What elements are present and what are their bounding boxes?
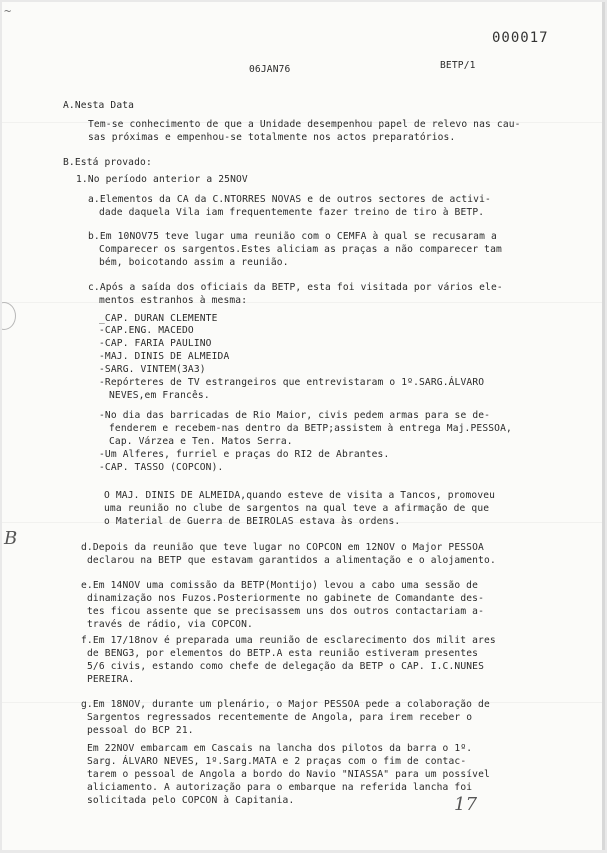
item-g-line: tarem o pessoal de Angola a bordo do Navio "NIASSA" para um possível xyxy=(87,769,490,780)
item-g-line: solicitada pelo COPCON à Capitania. xyxy=(87,795,295,806)
event-line: fenderem e recebem-nas dentro da BETP;assistem à entrega Maj.PESSOA, xyxy=(109,423,512,434)
paragraph-line: sas próximas e empenhou-se totalmente nos actos preparatórios. xyxy=(88,132,456,143)
item-g-line: pessoal do BCP 21. xyxy=(87,725,194,736)
item-e-line: tes ficou assente que se precisassem uns dos outros contactariam a- xyxy=(87,606,485,617)
event-line: -Um Alferes, furriel e praças do RI2 de Abrantes. xyxy=(99,449,390,460)
visitor-list-item: -Repórteres de TV estrangeiros que entrevistaram o 1º.SARG.ÁLVARO xyxy=(99,377,485,388)
document-number: 000017 xyxy=(492,30,549,46)
item-c-line: mentos estranhos à mesma: xyxy=(99,295,248,306)
event-line: Cap. Várzea e Ten. Matos Serra. xyxy=(109,436,293,447)
note-line: uma reunião no clube de sargentos na qual teve a afirmação de que xyxy=(104,503,490,514)
item-g-line: Sargentos regressados recentemente de Angola, para irem receber o xyxy=(87,712,473,723)
note-line: O MAJ. DINIS DE ALMEIDA,quando esteve de visita a Tancos, promoveu xyxy=(104,490,496,501)
item-b-line: bém, boicotando assim a reunião. xyxy=(99,257,289,268)
item-g-line: aliciamento. A autorização para o embarque na referida lancha foi xyxy=(87,782,473,793)
item-a-line: a.Elementos da CA da C.NTORRES NOVAS e de outros sectores de activi- xyxy=(88,194,491,205)
item-g-line: Em 22NOV embarcam em Cascais na lancha dos pilotos da barra o 1º. xyxy=(87,743,473,754)
item-b-line: Comparecer os sargentos.Estes aliciam as praças a não comparecer tam xyxy=(99,244,502,255)
event-line: -No dia das barricadas de Rio Maior, civis pedem armas para se de- xyxy=(99,410,491,421)
section-b-title: B.Está provado: xyxy=(63,157,152,168)
item-f-line: 5/6 civis, estando como chefe de delegação da BETP o CAP. I.C.NUNES xyxy=(87,661,485,672)
item-f-line: f.Em 17/18nov é preparada uma reunião de esclarecimento dos milit ares xyxy=(81,635,496,646)
item-e-line: dinamização nos Fuzos.Posteriormente no gabinete de Comandante des- xyxy=(87,593,485,604)
visitor-list-item: -SARG. VINTEM(3A3) xyxy=(99,364,206,375)
event-line: -CAP. TASSO (COPCON). xyxy=(99,462,224,473)
visitor-list-item: _CAP. DURAN CLEMENTE xyxy=(99,313,218,324)
paragraph-line: Tem-se conhecimento de que a Unidade desempenhou papel de relevo nas cau- xyxy=(88,119,521,130)
item-e-line: través de rádio, via COPCON. xyxy=(87,619,253,630)
item-a-line: dade daquela Vila iam frequentemente fazer treino de tiro à BETP. xyxy=(99,207,485,218)
item-f-line: PEREIRA. xyxy=(87,674,135,685)
punch-hole xyxy=(2,302,16,330)
item-b-line: b.Em 10NOV75 teve lugar uma reunião com o CEMFA à qual se recusaram a xyxy=(88,231,497,242)
document-date: 06JAN76 xyxy=(249,64,291,75)
document-reference: BETP/1 xyxy=(440,60,476,71)
item-d-line: d.Depois da reunião que teve lugar no COPCON em 12NOV o Major PESSOA xyxy=(81,542,484,553)
visitor-list-item: -CAP.ENG. MACEDO xyxy=(99,325,194,336)
item-e-line: e.Em 14NOV uma comissão da BETP(Montijo) levou a cabo uma sessão de xyxy=(81,580,479,591)
visitor-list-item: -MAJ. DINIS DE ALMEIDA xyxy=(99,351,230,362)
item-f-line: de BENG3, por elementos do BETP.A esta reunião estiveram presentes xyxy=(87,648,479,659)
item-d-line: declarou na BETP que estavam garantidos a alimentação e o alojamento. xyxy=(87,555,496,566)
section-a-title: A.Nesta Data xyxy=(63,100,135,111)
visitor-list-item: NEVES,em Francês. xyxy=(109,390,210,401)
visitor-list-item: -CAP. FARIA PAULINO xyxy=(99,338,212,349)
corner-mark: ~ xyxy=(4,4,12,18)
note-line: o Material de Guerra de BEIROLAS estava às ordens. xyxy=(104,516,401,527)
document-page xyxy=(2,2,605,850)
margin-mark: B xyxy=(4,528,18,549)
item-g-line: Sarg. ÁLVARO NEVES, 1º.Sarg.MATA e 2 praças com o fim de contac- xyxy=(87,756,467,767)
item-g-line: g.Em 18NOV, durante um plenário, o Major PESSOA pede a colaboração de xyxy=(81,699,490,710)
handwritten-page-number: 17 xyxy=(454,794,478,815)
item-c-line: c.Após a saída dos oficiais da BETP, esta foi visitada por vários ele- xyxy=(88,282,503,293)
item-1-title: 1.No período anterior a 25NOV xyxy=(76,174,248,185)
